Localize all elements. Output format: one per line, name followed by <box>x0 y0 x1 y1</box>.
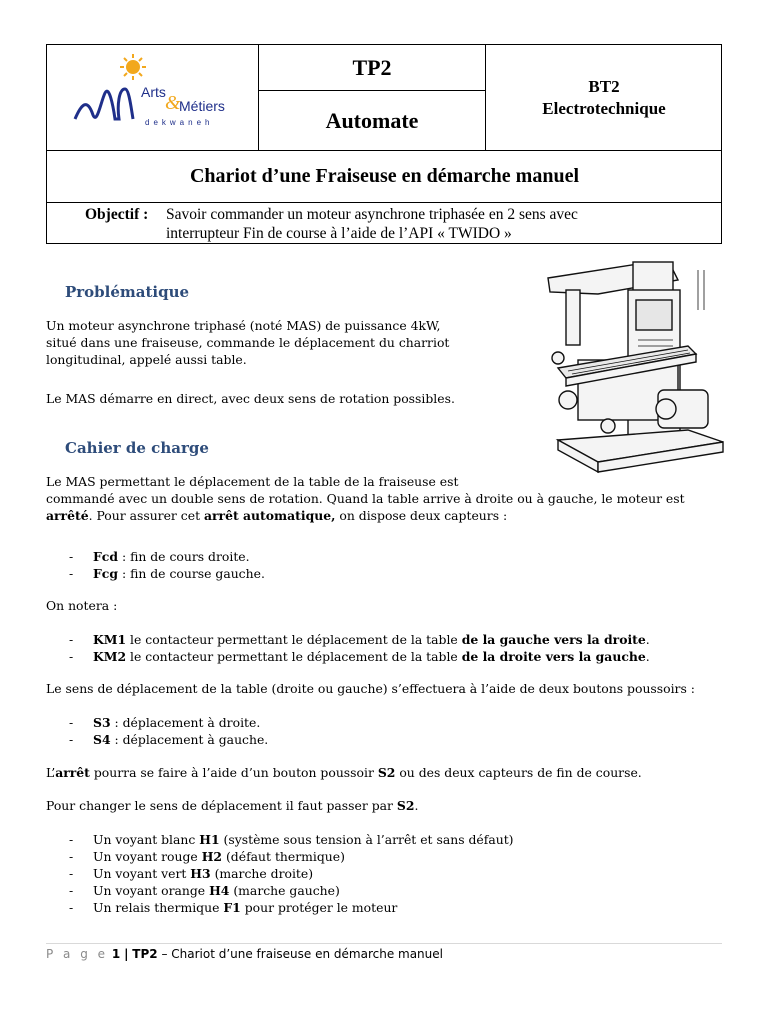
list-item: - KM2 le contacteur permettant le déplacement de la table de la droite vers la gauche. <box>46 648 650 665</box>
stop-paragraph: L’arrêt pourra se faire à l’aide d’un bouton poussoir S2 ou des deux capteurs de fin de course. <box>46 765 642 780</box>
footer-title: – Chariot d’une fraiseuse en démarche manuel <box>157 947 443 961</box>
problem-paragraph-1: Un moteur asynchrone triphasé (noté MAS) de puissance 4kW, situé dans une fraiseuse, commande le déplacement du charriot longitudinal, appelé aussi table. <box>46 318 450 367</box>
tp-number: TP2 <box>259 45 486 91</box>
sun-icon <box>120 54 146 80</box>
page-number: 1 <box>111 947 121 961</box>
footer-divider <box>46 943 722 944</box>
objective-label: Objectif : <box>85 206 149 223</box>
subject-title: Automate <box>259 91 486 150</box>
button-list <box>46 714 268 748</box>
footer-doc: TP2 <box>132 947 158 961</box>
direction-paragraph: Le sens de déplacement de la table (droite ou gauche) s’effectuera à l’aide de deux boutons poussoirs : <box>46 681 695 696</box>
list-item: - Un voyant rouge H2 (défaut thermique) <box>46 848 514 865</box>
indicator-list <box>46 831 514 916</box>
svg-text:&: & <box>165 92 181 114</box>
svg-text:Métiers: Métiers <box>179 98 225 114</box>
problem-paragraph-2: Le MAS démarre en direct, avec deux sens de rotation possibles. <box>46 391 455 406</box>
header-table <box>46 44 722 244</box>
list-item: - Un voyant vert H3 (marche droite) <box>46 865 514 882</box>
change-paragraph: Pour changer le sens de déplacement il faut passer par S2. <box>46 798 419 813</box>
milling-machine-illustration <box>538 250 738 478</box>
list-item: - Fcg : fin de course gauche. <box>46 565 265 582</box>
logo-cell <box>47 45 259 150</box>
document-title: Chariot d’une Fraiseuse en démarche manuel <box>47 150 722 203</box>
list-item: - S4 : déplacement à gauche. <box>46 731 268 748</box>
contactor-list <box>46 631 650 665</box>
class-code: BT2 <box>588 76 620 96</box>
page-label: P a g e <box>46 947 109 961</box>
list-item: - S3 : déplacement à droite. <box>46 714 268 731</box>
list-item: - KM1 le contacteur permettant le déplacement de la table de la gauche vers la droite. <box>46 631 650 648</box>
objective-text: Savoir commander un moteur asynchrone triphasée en 2 sens avec interrupteur Fin de course à l’aide de l’API « TWIDO » <box>166 206 578 242</box>
page-footer: P a g e 1 | TP2 – Chariot d’une fraiseuse en démarche manuel <box>46 947 443 961</box>
list-item: - Un relais thermique F1 pour protéger le moteur <box>46 899 514 916</box>
class-cell <box>486 45 722 150</box>
spec-paragraph-1: Le MAS permettant le déplacement de la table de la fraiseuse est commandé avec un double sens de rotation. Quand la table arrive à droite ou à gauche, le moteur est arrêté. Pour assurer cet arrêt automatique, on dispose deux capteurs : <box>46 474 685 523</box>
spec-heading: Cahier de charge <box>65 439 209 457</box>
class-name: Electrotechnique <box>542 98 666 118</box>
list-item: - Un voyant blanc H1 (système sous tension à l’arrêt et sans défaut) <box>46 831 514 848</box>
arts-metiers-logo <box>47 45 259 150</box>
svg-text:dekwaneh: dekwaneh <box>145 118 214 127</box>
objective-row <box>47 203 722 244</box>
note-paragraph: On notera : <box>46 598 118 613</box>
problem-heading: Problématique <box>65 283 190 301</box>
list-item: - Fcd : fin de cours droite. <box>46 548 265 565</box>
svg-text:Arts: Arts <box>141 84 166 100</box>
list-item: - Un voyant orange H4 (marche gauche) <box>46 882 514 899</box>
sensor-list <box>46 548 265 582</box>
